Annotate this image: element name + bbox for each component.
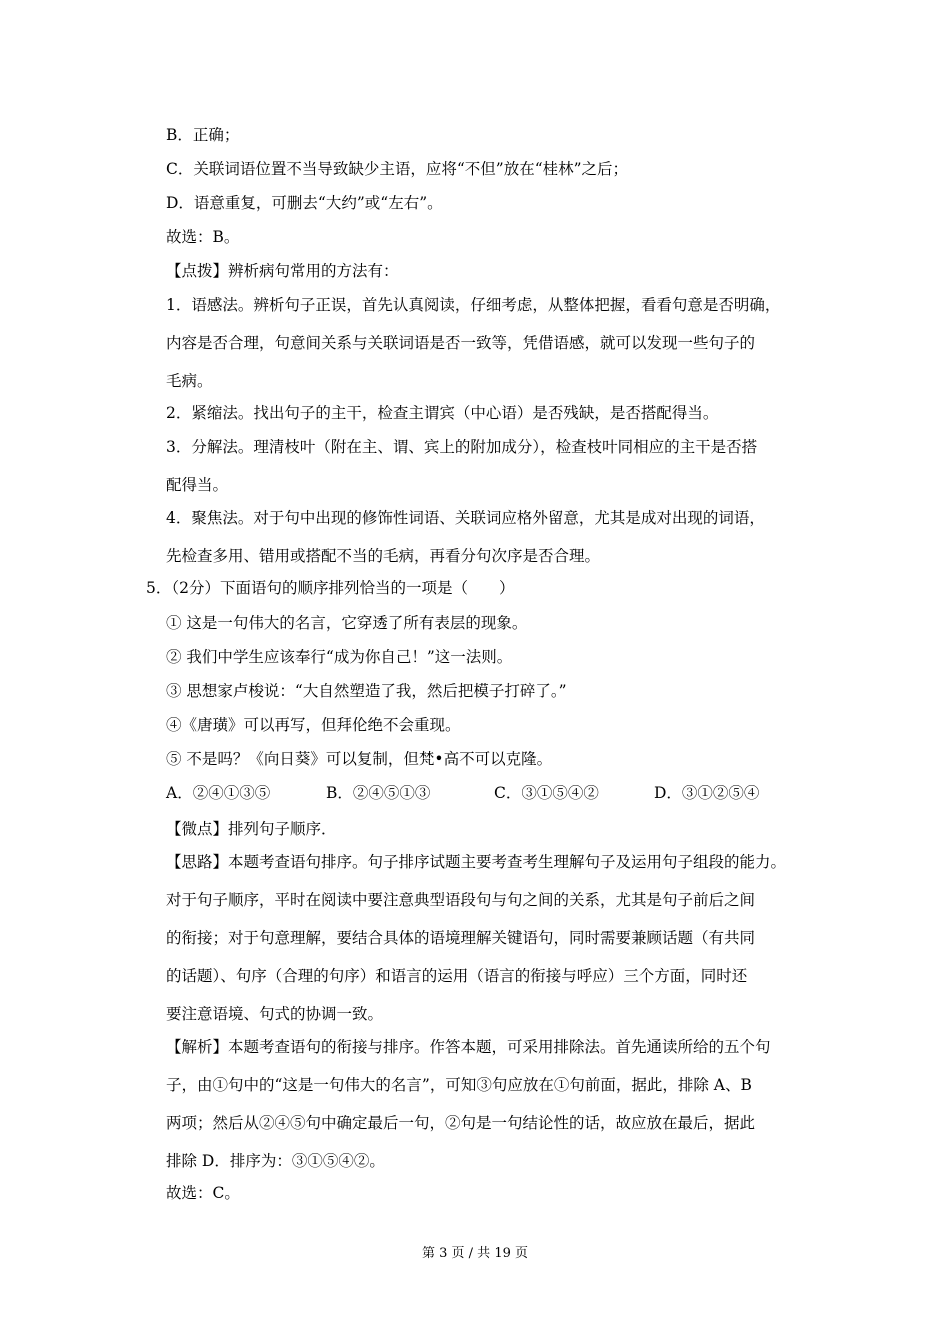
sentence-4: ④《唐璜》可以再写，但拜伦绝不会重现。	[166, 716, 461, 734]
tip-heading: 【点拨】辨析病句常用的方法有：	[166, 262, 399, 280]
option-d: D．③①②⑤④	[654, 784, 760, 802]
method-4-line-2: 先检查多用、错用或搭配不当的毛病，再看分句次序是否合理。	[166, 547, 601, 565]
method-3-line-1: 3．分解法。理清枝叶（附在主、谓、宾上的附加成分），检查枝叶同相应的主干是否搭	[166, 438, 758, 456]
final-answer: 故选：C。	[166, 1184, 240, 1202]
answer-d-explanation: D．语意重复，可删去“大约”或“左右”。	[166, 194, 443, 212]
answer-options	[166, 786, 866, 806]
analysis-line-2: 子，由①句中的“这是一句伟大的名言”，可知③句应放在①句前面，据此，排除 A、B	[166, 1076, 752, 1094]
approach-line-1: 【思路】本题考查语句排序。句子排序试题主要考查考生理解句子及运用句子组段的能力。	[166, 853, 787, 871]
approach-line-4: 的话题）、句序（合理的句序）和语言的运用（语言的衔接与呼应）三个方面，同时还	[166, 967, 748, 985]
answer-b-explanation: B．正确；	[166, 126, 240, 144]
sentence-2: ② 我们中学生应该奉行“成为你自己！”这一法则。	[166, 648, 513, 666]
answer-c-explanation: C．关联词语位置不当导致缺少主语，应将“不但”放在“桂林”之后；	[166, 160, 629, 178]
method-2: 2．紧缩法。找出句子的主干，检查主谓宾（中心语）是否残缺，是否搭配得当。	[166, 404, 719, 422]
option-b: B．②④⑤①③	[326, 784, 431, 802]
option-a: A．②④①③⑤	[166, 784, 271, 802]
approach-line-5: 要注意语境、句式的协调一致。	[166, 1005, 384, 1023]
page-footer: 第 3 页 / 共 19 页	[422, 1246, 528, 1261]
answer-choice: 故选：B。	[166, 228, 240, 246]
analysis-line-4: 排除 D．排序为：③①⑤④②。	[166, 1152, 385, 1170]
knowledge-point: 【微点】排列句子顺序．	[166, 820, 337, 838]
analysis-line-1: 【解析】本题考查语句的衔接与排序。作答本题，可采用排除法。首先通读所给的五个句	[166, 1038, 771, 1056]
approach-line-2: 对于句子顺序，平时在阅读中要注意典型语段句与句之间的关系，尤其是句子前后之间	[166, 891, 756, 909]
sentence-3: ③ 思想家卢梭说：“大自然塑造了我，然后把模子打碎了。”	[166, 682, 567, 700]
analysis-line-3: 两项；然后从②④⑤句中确定最后一句，②句是一句结论性的话，故应放在最后，据此	[166, 1114, 756, 1132]
question-5-stem: 5．（2分）下面语句的顺序排列恰当的一项是（ ）	[146, 579, 515, 597]
sentence-1: ① 这是一句伟大的名言，它穿透了所有表层的现象。	[166, 614, 528, 632]
option-c: C．③①⑤④②	[494, 784, 599, 802]
method-1-line-1: 1．语感法。辨析句子正误，首先认真阅读，仔细考虑，从整体把握，看看句意是否明确，	[166, 296, 781, 314]
method-1-line-2: 内容是否合理，句意间关系与关联词语是否一致等，凭借语感，就可以发现一些句子的	[166, 334, 756, 352]
method-3-line-2: 配得当。	[166, 476, 229, 494]
approach-line-3: 的衔接；对于句意理解，要结合具体的语境理解关键语句，同时需要兼顾话题（有共同	[166, 929, 756, 947]
method-1-line-3: 毛病。	[166, 372, 213, 390]
method-4-line-1: 4．聚焦法。对于句中出现的修饰性词语、关联词应格外留意，尤其是成对出现的词语，	[166, 509, 765, 527]
sentence-5: ⑤ 不是吗？《向日葵》可以复制，但梵•高不可以克隆。	[166, 750, 553, 768]
